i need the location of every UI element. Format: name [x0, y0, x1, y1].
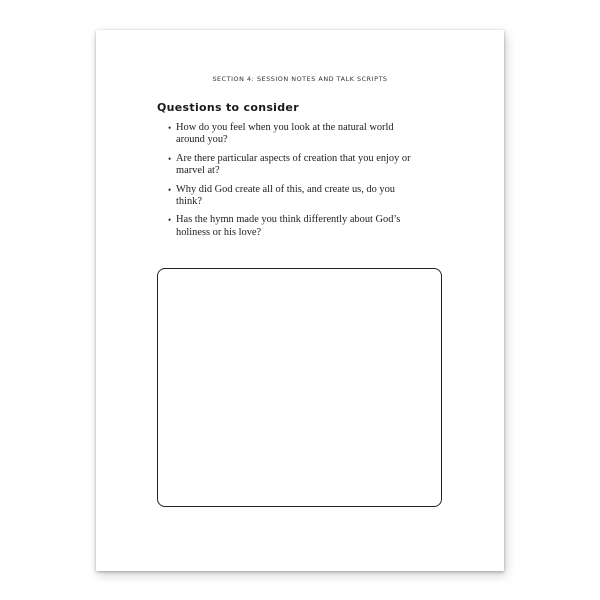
questions-list	[168, 122, 421, 245]
bullet-icon: •	[168, 123, 172, 133]
running-head: SECTION 4: SESSION NOTES AND TALK SCRIPTS	[212, 75, 388, 83]
section-heading: Questions to consider	[157, 101, 299, 114]
notes-box	[157, 268, 442, 507]
question-text: Are there particular aspects of creation that you enjoy or marvel at?	[176, 152, 411, 177]
bullet-icon: •	[168, 153, 172, 164]
question-text: Why did God create all of this, and create us, do you think?	[176, 183, 395, 208]
list-item	[168, 183, 421, 209]
bullet-icon: •	[168, 184, 172, 195]
question-text: Has the hymn made you think differently about God’s holiness or his love?	[176, 214, 401, 238]
bullet-icon: •	[168, 215, 172, 226]
list-item	[168, 214, 421, 239]
document-page	[96, 30, 504, 571]
list-item	[168, 152, 421, 178]
list-item	[168, 122, 421, 147]
question-text: How do you feel when you look at the natural world around you?	[176, 122, 394, 146]
